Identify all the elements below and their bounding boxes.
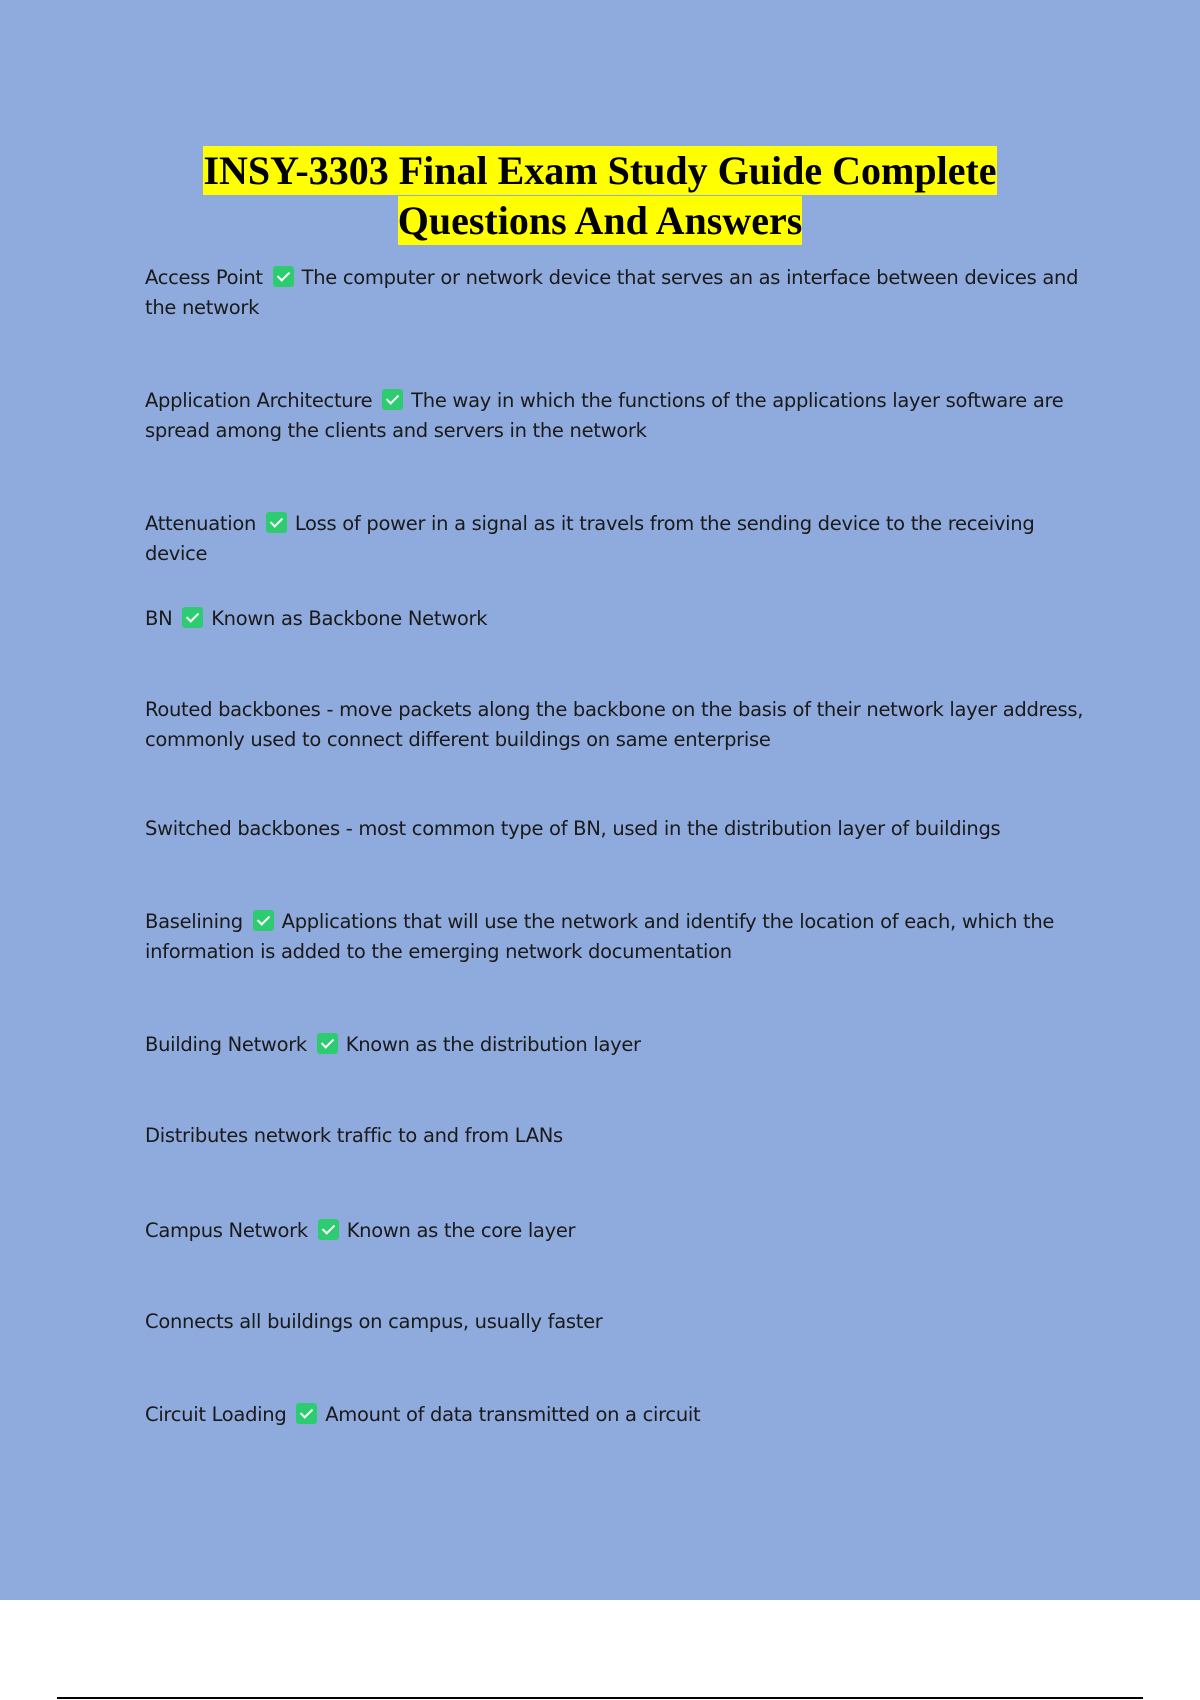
entry-definition: Known as the core layer — [346, 1219, 576, 1242]
title-line-2: Questions And Answers — [397, 198, 803, 243]
entry-term: Application Architecture — [145, 389, 373, 412]
entry-distributes-traffic — [145, 1121, 1090, 1151]
entry-text: Connects all buildings on campus, usually faster — [145, 1310, 603, 1333]
entry-term: BN — [145, 607, 173, 630]
entry-term: Attenuation — [145, 512, 257, 535]
entry-connects-buildings — [145, 1307, 1090, 1337]
entry-definition: Known as the distribution layer — [345, 1033, 641, 1056]
entry-term: Access Point — [145, 266, 263, 289]
check-icon — [266, 512, 287, 533]
entry-term: Building Network — [145, 1033, 307, 1056]
entry-definition: Known as Backbone Network — [211, 607, 488, 630]
entry-term: Circuit Loading — [145, 1403, 287, 1426]
title-line-1: INSY-3303 Final Exam Study Guide Complete — [203, 148, 997, 193]
entry-text: Switched backbones - most common type of BN, used in the distribution layer of buildings — [145, 817, 1001, 840]
entry-bn — [145, 604, 1090, 634]
entry-definition: The way in which the functions of the applications layer software are spread among the clients and servers in the network — [145, 389, 1064, 442]
entry-circuit-loading — [145, 1400, 1090, 1430]
check-icon — [253, 910, 274, 931]
entry-attenuation — [145, 509, 1090, 569]
bottom-divider — [57, 1697, 1143, 1699]
entry-text: Distributes network traffic to and from LANs — [145, 1124, 563, 1147]
check-icon — [318, 1219, 339, 1240]
entry-term: Baselining — [145, 910, 243, 933]
check-icon — [296, 1403, 317, 1424]
entry-routed-backbones — [145, 695, 1090, 755]
entry-switched-backbones — [145, 814, 1090, 844]
check-icon — [317, 1033, 338, 1054]
entry-access-point — [145, 263, 1090, 323]
entry-definition: Applications that will use the network and identify the location of each, which the information is added to the emerging network documentation — [145, 910, 1055, 963]
entry-definition: Amount of data transmitted on a circuit — [325, 1403, 701, 1426]
entry-text: Routed backbones - move packets along the backbone on the basis of their network layer address, commonly used to connect different buildings on same enterprise — [145, 698, 1084, 751]
entry-campus-network — [145, 1216, 1090, 1246]
check-icon — [273, 266, 294, 287]
entry-definition: Loss of power in a signal as it travels from the sending device to the receiving device — [145, 512, 1035, 565]
entry-application-architecture — [145, 386, 1090, 446]
entry-building-network — [145, 1030, 1090, 1060]
document-title — [0, 146, 1200, 246]
entry-definition: The computer or network device that serves an as interface between devices and the network — [145, 266, 1079, 319]
check-icon — [382, 389, 403, 410]
check-icon — [182, 607, 203, 628]
entry-term: Campus Network — [145, 1219, 308, 1242]
entry-baselining — [145, 907, 1090, 967]
